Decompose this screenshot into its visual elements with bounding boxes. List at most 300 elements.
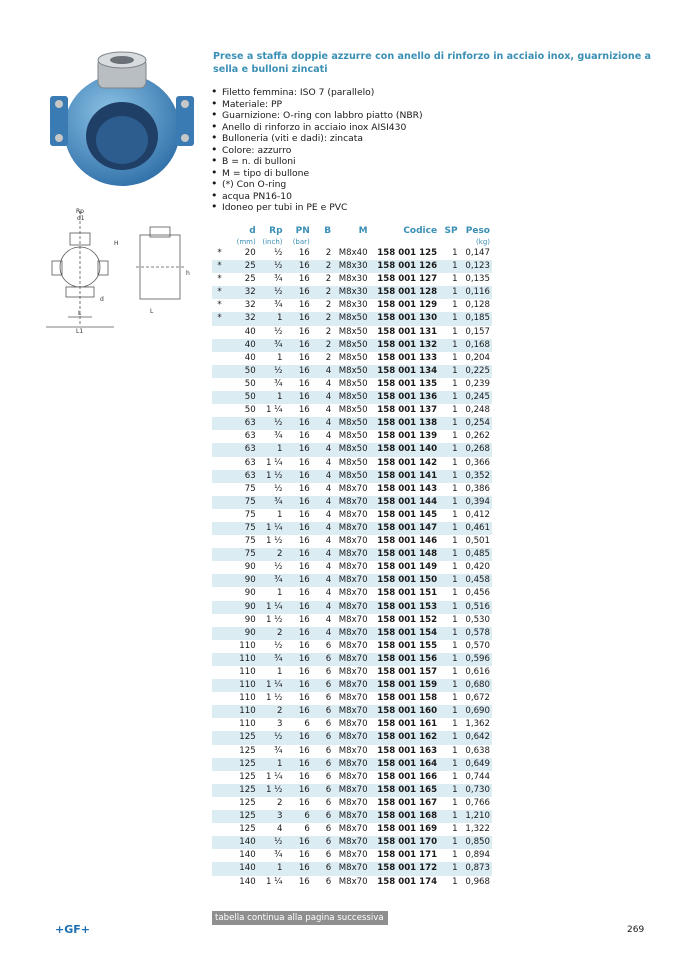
cell-m: M8x70 — [338, 745, 368, 756]
cell-d: 110 — [227, 679, 258, 692]
cell-rp: ½ — [258, 365, 285, 378]
cell-b: 4 — [312, 391, 333, 404]
cell-m: M8x70 — [333, 653, 369, 666]
cell-sp: 1 — [452, 483, 458, 494]
cell-b: 6 — [325, 771, 332, 782]
cell-d: 125 — [239, 797, 256, 808]
unit-m — [333, 237, 369, 247]
cell-sp: 1 — [439, 574, 459, 587]
cell-pn: 16 — [298, 614, 310, 625]
cell-codice: 158 001 143 — [377, 483, 438, 494]
cell-star — [212, 404, 227, 417]
cell-d: 140 — [227, 836, 258, 849]
cell-peso: 0,570 — [465, 640, 490, 651]
cell-peso: 0,225 — [460, 365, 492, 378]
cell-b: 2 — [325, 248, 332, 258]
cell-peso: 0,458 — [460, 574, 492, 587]
cell-rp: 1 — [258, 758, 285, 771]
cell-star — [212, 430, 227, 443]
cell-star — [212, 601, 227, 614]
cell-codice: 158 001 172 — [370, 862, 440, 875]
table-row — [212, 378, 492, 391]
feature-item: • Anello di rinforzo in acciaio inox AISI430 — [211, 122, 423, 134]
cell-pn: 16 — [285, 784, 312, 797]
cell-rp: ¾ — [274, 378, 283, 389]
cell-pn: 6 — [304, 824, 310, 835]
cell-peso: 0,123 — [460, 260, 492, 273]
cell-peso: 0,461 — [460, 522, 492, 535]
cell-star — [212, 784, 227, 797]
unit-b — [312, 237, 333, 247]
cell-star — [212, 365, 227, 378]
cell-codice: 158 001 137 — [377, 405, 438, 416]
table-header-row — [212, 225, 492, 237]
cell-pn: 16 — [285, 417, 312, 430]
cell-sp: 1 — [439, 470, 459, 483]
cell-m: M8x70 — [333, 862, 369, 875]
cell-sp: 1 — [452, 457, 458, 468]
cell-star — [212, 705, 227, 718]
label-H: H — [114, 240, 119, 247]
table-row — [212, 784, 492, 797]
cell-pn: 6 — [285, 810, 312, 823]
cell-codice: 158 001 142 — [377, 457, 438, 468]
table-row — [212, 299, 492, 312]
cell-sp: 1 — [439, 260, 459, 273]
cell-sp: 1 — [452, 248, 458, 258]
table-row — [212, 522, 492, 535]
cell-pn: 16 — [285, 470, 312, 483]
cell-peso: 0,680 — [460, 679, 492, 692]
cell-codice: 158 001 125 — [377, 248, 438, 258]
cell-rp: ½ — [258, 286, 285, 299]
cell-rp: 2 — [258, 548, 285, 561]
cell-sp: 1 — [452, 352, 458, 363]
cell-rp: 1 — [277, 352, 283, 363]
cell-rp: ½ — [274, 326, 283, 337]
cell-rp: ½ — [258, 260, 285, 273]
table-row — [212, 312, 492, 325]
cell-pn: 16 — [285, 653, 312, 666]
cell-pn: 16 — [298, 378, 310, 389]
table-body — [212, 247, 492, 889]
label-L-side: L — [150, 308, 154, 315]
cell-d: 125 — [227, 758, 258, 771]
cell-b: 4 — [325, 536, 332, 547]
cell-sp: 1 — [452, 667, 458, 677]
cell-sp: 1 — [452, 509, 458, 520]
cell-sp: 1 — [452, 876, 458, 887]
cell-rp: 1 ¼ — [265, 457, 283, 468]
cell-pn: 16 — [298, 562, 310, 573]
cell-peso: 1,362 — [465, 719, 490, 730]
header-d: d — [249, 226, 256, 236]
cell-rp: ½ — [274, 483, 283, 494]
label-d: d — [100, 296, 104, 303]
cell-b: 4 — [325, 562, 332, 573]
cell-rp: 1 — [277, 667, 283, 677]
cell-m: M8x50 — [333, 391, 369, 404]
cell-sp: 1 — [452, 797, 458, 808]
cell-pn: 16 — [285, 705, 312, 718]
cell-sp: 1 — [452, 326, 458, 337]
header-rp: Rp — [269, 226, 283, 236]
cell-codice: 158 001 158 — [377, 693, 438, 704]
cell-m: M8x70 — [338, 771, 368, 782]
table-row — [212, 876, 492, 889]
cell-star — [212, 731, 227, 744]
cell-rp: 1 ½ — [265, 614, 283, 625]
cell-sp: 1 — [452, 562, 458, 573]
cell-b: 6 — [325, 745, 332, 756]
cell-d: 125 — [239, 771, 256, 782]
table-row — [212, 509, 492, 522]
cell-codice: 158 001 150 — [370, 574, 440, 587]
feature-item: • Materiale: PP — [211, 99, 423, 111]
cell-sp: 1 — [439, 522, 459, 535]
cell-codice: 158 001 161 — [377, 719, 438, 730]
cell-m: M8x70 — [333, 836, 369, 849]
label-h: h — [186, 270, 190, 277]
cell-peso: 0,412 — [465, 509, 490, 520]
cell-rp: 1 — [258, 312, 285, 325]
cell-star — [212, 391, 227, 404]
cell-sp: 1 — [452, 824, 458, 835]
cell-star — [212, 679, 227, 692]
table-row — [212, 797, 492, 810]
header-codice: Codice — [403, 226, 438, 236]
cell-b: 6 — [325, 797, 332, 808]
cell-peso: 0,642 — [460, 731, 492, 744]
table-row — [212, 601, 492, 614]
table-row — [212, 587, 492, 600]
feature-item: • Guarnizione: O-ring con labbro piatto (NBR) — [211, 110, 423, 122]
cell-d: 25 — [227, 260, 258, 273]
cell-codice: 158 001 139 — [377, 431, 438, 442]
cell-star — [212, 692, 227, 705]
cell-pn: 16 — [298, 693, 310, 704]
header-b: B — [324, 226, 332, 236]
cell-codice: 158 001 132 — [370, 339, 440, 352]
cell-rp: ¾ — [258, 653, 285, 666]
table-row — [212, 849, 492, 862]
label-L: L — [78, 310, 82, 317]
cell-peso: 0,185 — [460, 312, 492, 325]
cell-d: 50 — [227, 391, 258, 404]
table-row — [212, 548, 492, 561]
cell-m: M8x30 — [338, 300, 368, 311]
cell-rp: 1 ¼ — [265, 771, 283, 782]
cell-star — [212, 640, 227, 653]
feature-item: • M = tipo di bullone — [211, 168, 423, 180]
cell-b: 6 — [312, 705, 333, 718]
cell-d: 75 — [227, 496, 258, 509]
cell-peso: 0,268 — [460, 443, 492, 456]
cell-b: 6 — [325, 850, 332, 861]
cell-peso: 0,596 — [460, 653, 492, 666]
cell-pn: 16 — [285, 365, 312, 378]
table-row — [212, 430, 492, 443]
header-pn: PN — [295, 226, 310, 236]
cell-star — [212, 653, 227, 666]
cell-rp: 2 — [277, 797, 283, 808]
cell-sp: 1 — [452, 431, 458, 442]
table-row — [212, 339, 492, 352]
cell-sp: 1 — [439, 627, 459, 640]
cell-m: M8x40 — [338, 248, 368, 258]
cell-m: M8x50 — [333, 443, 369, 456]
cell-rp: ½ — [258, 836, 285, 849]
cell-peso: 0,850 — [460, 836, 492, 849]
cell-rp: 1 ¼ — [258, 601, 285, 614]
table-row — [212, 273, 492, 286]
table-row — [212, 862, 492, 875]
cell-rp: 1 — [258, 862, 285, 875]
cell-sp: 1 — [439, 312, 459, 325]
cell-b: 6 — [312, 784, 333, 797]
cell-peso: 0,262 — [465, 431, 490, 442]
table-row — [212, 247, 492, 260]
cell-peso: 0,239 — [465, 378, 490, 389]
cell-sp: 1 — [452, 850, 458, 861]
cell-peso: 0,168 — [460, 339, 492, 352]
cell-b: 4 — [312, 365, 333, 378]
cell-star — [212, 352, 227, 365]
table-row — [212, 614, 492, 627]
cell-star — [212, 810, 227, 823]
cell-m: M8x70 — [333, 627, 369, 640]
cell-star — [212, 470, 227, 483]
cell-pn: 16 — [285, 522, 312, 535]
cell-rp: 3 — [258, 810, 285, 823]
cell-d: 75 — [227, 548, 258, 561]
cell-sp: 1 — [439, 548, 459, 561]
cell-b: 6 — [312, 653, 333, 666]
table-row — [212, 457, 492, 470]
cell-rp: ¾ — [258, 496, 285, 509]
cell-peso: 0,766 — [465, 797, 490, 808]
cell-star — [212, 548, 227, 561]
cell-b: 6 — [325, 693, 332, 704]
cell-peso: 0,116 — [460, 286, 492, 299]
table-row — [212, 326, 492, 339]
cell-d: 32 — [244, 300, 256, 311]
cell-star: * — [217, 248, 222, 258]
cell-peso: 0,245 — [460, 391, 492, 404]
unit-peso: (kg) — [476, 238, 490, 246]
cell-pn: 16 — [298, 509, 310, 520]
cell-d: 63 — [227, 443, 258, 456]
cell-sp: 1 — [439, 862, 459, 875]
cell-sp: 1 — [439, 810, 459, 823]
cell-pn: 16 — [285, 548, 312, 561]
table-row — [212, 561, 492, 574]
gf-logo: +GF+ — [55, 923, 90, 936]
table-row — [212, 470, 492, 483]
cell-pn: 16 — [285, 627, 312, 640]
cell-rp: ¾ — [274, 745, 283, 756]
cell-star — [212, 614, 227, 627]
cell-m: M8x70 — [338, 719, 368, 730]
cell-b: 2 — [325, 352, 332, 363]
cell-sp: 1 — [439, 731, 459, 744]
cell-m: M8x50 — [338, 326, 368, 337]
table-row — [212, 771, 492, 784]
cell-b: 6 — [325, 719, 332, 730]
cell-star — [212, 745, 227, 758]
cell-rp: 1 — [277, 509, 283, 520]
cell-rp: 4 — [277, 824, 283, 835]
continue-note: tabella continua alla pagina successiva — [212, 911, 388, 925]
cell-star — [212, 522, 227, 535]
cell-m: M8x50 — [338, 378, 368, 389]
cell-d: 90 — [244, 588, 256, 599]
cell-pn: 16 — [285, 260, 312, 273]
cell-m: M8x70 — [338, 850, 368, 861]
cell-b: 6 — [312, 679, 333, 692]
feature-item: • Idoneo per tubi in PE e PVC — [211, 202, 423, 214]
cell-sp: 1 — [439, 391, 459, 404]
cell-peso: 0,516 — [460, 601, 492, 614]
cell-star: * — [217, 300, 222, 311]
cell-b: 4 — [312, 574, 333, 587]
cell-d: 110 — [239, 667, 256, 677]
cell-sp: 1 — [452, 378, 458, 389]
cell-star: * — [212, 286, 227, 299]
cell-b: 6 — [312, 836, 333, 849]
cell-b: 2 — [312, 260, 333, 273]
cell-rp: 1 — [258, 391, 285, 404]
cell-d: 40 — [227, 339, 258, 352]
cell-d: 110 — [239, 640, 256, 651]
unit-codice — [370, 237, 440, 247]
cell-star: * — [212, 260, 227, 273]
cell-star — [212, 836, 227, 849]
cell-b: 4 — [312, 496, 333, 509]
cell-pn: 16 — [285, 731, 312, 744]
cell-star — [212, 718, 227, 731]
cell-sp: 1 — [439, 286, 459, 299]
product-table — [212, 225, 492, 889]
cell-b: 2 — [325, 274, 332, 285]
cell-rp: ½ — [258, 417, 285, 430]
cell-pn: 16 — [285, 836, 312, 849]
cell-pn: 16 — [285, 679, 312, 692]
cell-star — [212, 627, 227, 640]
cell-codice: 158 001 126 — [370, 260, 440, 273]
cell-peso: 1,322 — [465, 824, 490, 835]
cell-codice: 158 001 146 — [377, 536, 438, 547]
cell-rp: ¾ — [274, 300, 283, 311]
product-title: Prese a staffa doppie azzurre con anello di rinforzo in acciaio inox, guarnizione a sella e bulloni zincati — [213, 51, 652, 75]
cell-star: * — [217, 274, 222, 285]
cell-m: M8x70 — [338, 536, 368, 547]
cell-peso: 0,204 — [465, 352, 490, 363]
cell-b: 6 — [325, 824, 332, 835]
table-row — [212, 640, 492, 653]
cell-d: 50 — [227, 365, 258, 378]
cell-d: 125 — [227, 784, 258, 797]
cell-rp: 1 ¼ — [265, 405, 283, 416]
cell-m: M8x70 — [338, 562, 368, 573]
cell-pn: 16 — [285, 862, 312, 875]
cell-b: 6 — [312, 731, 333, 744]
cell-pn: 16 — [298, 850, 310, 861]
cell-b: 2 — [312, 339, 333, 352]
cell-d: 63 — [227, 417, 258, 430]
cell-codice: 158 001 145 — [377, 509, 438, 520]
cell-sp: 1 — [452, 274, 458, 285]
cell-d: 90 — [244, 614, 256, 625]
cell-codice: 158 001 168 — [370, 810, 440, 823]
cell-rp: 1 ½ — [258, 784, 285, 797]
cell-m: M8x70 — [333, 810, 369, 823]
cell-rp: 1 ½ — [258, 470, 285, 483]
cell-star — [212, 483, 227, 496]
cell-peso: 0,386 — [465, 483, 490, 494]
cell-d: 125 — [239, 745, 256, 756]
cell-rp: 1 ¼ — [258, 679, 285, 692]
cell-star — [212, 876, 227, 889]
cell-sp: 1 — [452, 640, 458, 651]
cell-codice: 158 001 153 — [370, 601, 440, 614]
cell-codice: 158 001 160 — [370, 705, 440, 718]
cell-peso: 0,968 — [465, 876, 490, 887]
cell-codice: 158 001 135 — [377, 378, 438, 389]
cell-d: 90 — [227, 574, 258, 587]
technical-drawing — [40, 205, 200, 335]
cell-b: 6 — [312, 862, 333, 875]
cell-star — [212, 771, 227, 784]
cell-d: 20 — [244, 248, 256, 258]
cell-b: 4 — [325, 405, 332, 416]
cell-m: M8x70 — [338, 797, 368, 808]
cell-codice: 158 001 138 — [370, 417, 440, 430]
cell-d: 125 — [227, 810, 258, 823]
cell-b: 6 — [325, 876, 332, 887]
cell-m: M8x70 — [333, 574, 369, 587]
cell-d: 50 — [244, 405, 256, 416]
table-row — [212, 666, 492, 679]
cell-codice: 158 001 163 — [377, 745, 438, 756]
cell-codice: 158 001 130 — [370, 312, 440, 325]
cell-sp: 1 — [439, 365, 459, 378]
cell-pn: 16 — [298, 274, 310, 285]
cell-star — [212, 509, 227, 522]
header-star — [212, 225, 227, 237]
cell-codice: 158 001 156 — [370, 653, 440, 666]
feature-item: • (*) Con O-ring — [211, 179, 423, 191]
table-row — [212, 483, 492, 496]
cell-d: 25 — [244, 274, 256, 285]
cell-pn: 6 — [304, 719, 310, 730]
cell-star — [212, 862, 227, 875]
feature-item: • acqua PN16-10 — [211, 191, 423, 203]
cell-codice: 158 001 169 — [377, 824, 438, 835]
cell-codice: 158 001 148 — [370, 548, 440, 561]
cell-sp: 1 — [439, 836, 459, 849]
cell-rp: 1 — [277, 588, 283, 599]
cell-m: M8x50 — [338, 405, 368, 416]
label-rp: Rp — [76, 208, 84, 215]
cell-codice: 158 001 154 — [370, 627, 440, 640]
cell-peso: 0,672 — [465, 693, 490, 704]
cell-sp: 1 — [439, 339, 459, 352]
cell-sp: 1 — [439, 443, 459, 456]
cell-b: 4 — [325, 431, 332, 442]
cell-codice: 158 001 136 — [370, 391, 440, 404]
cell-codice: 158 001 131 — [377, 326, 438, 337]
